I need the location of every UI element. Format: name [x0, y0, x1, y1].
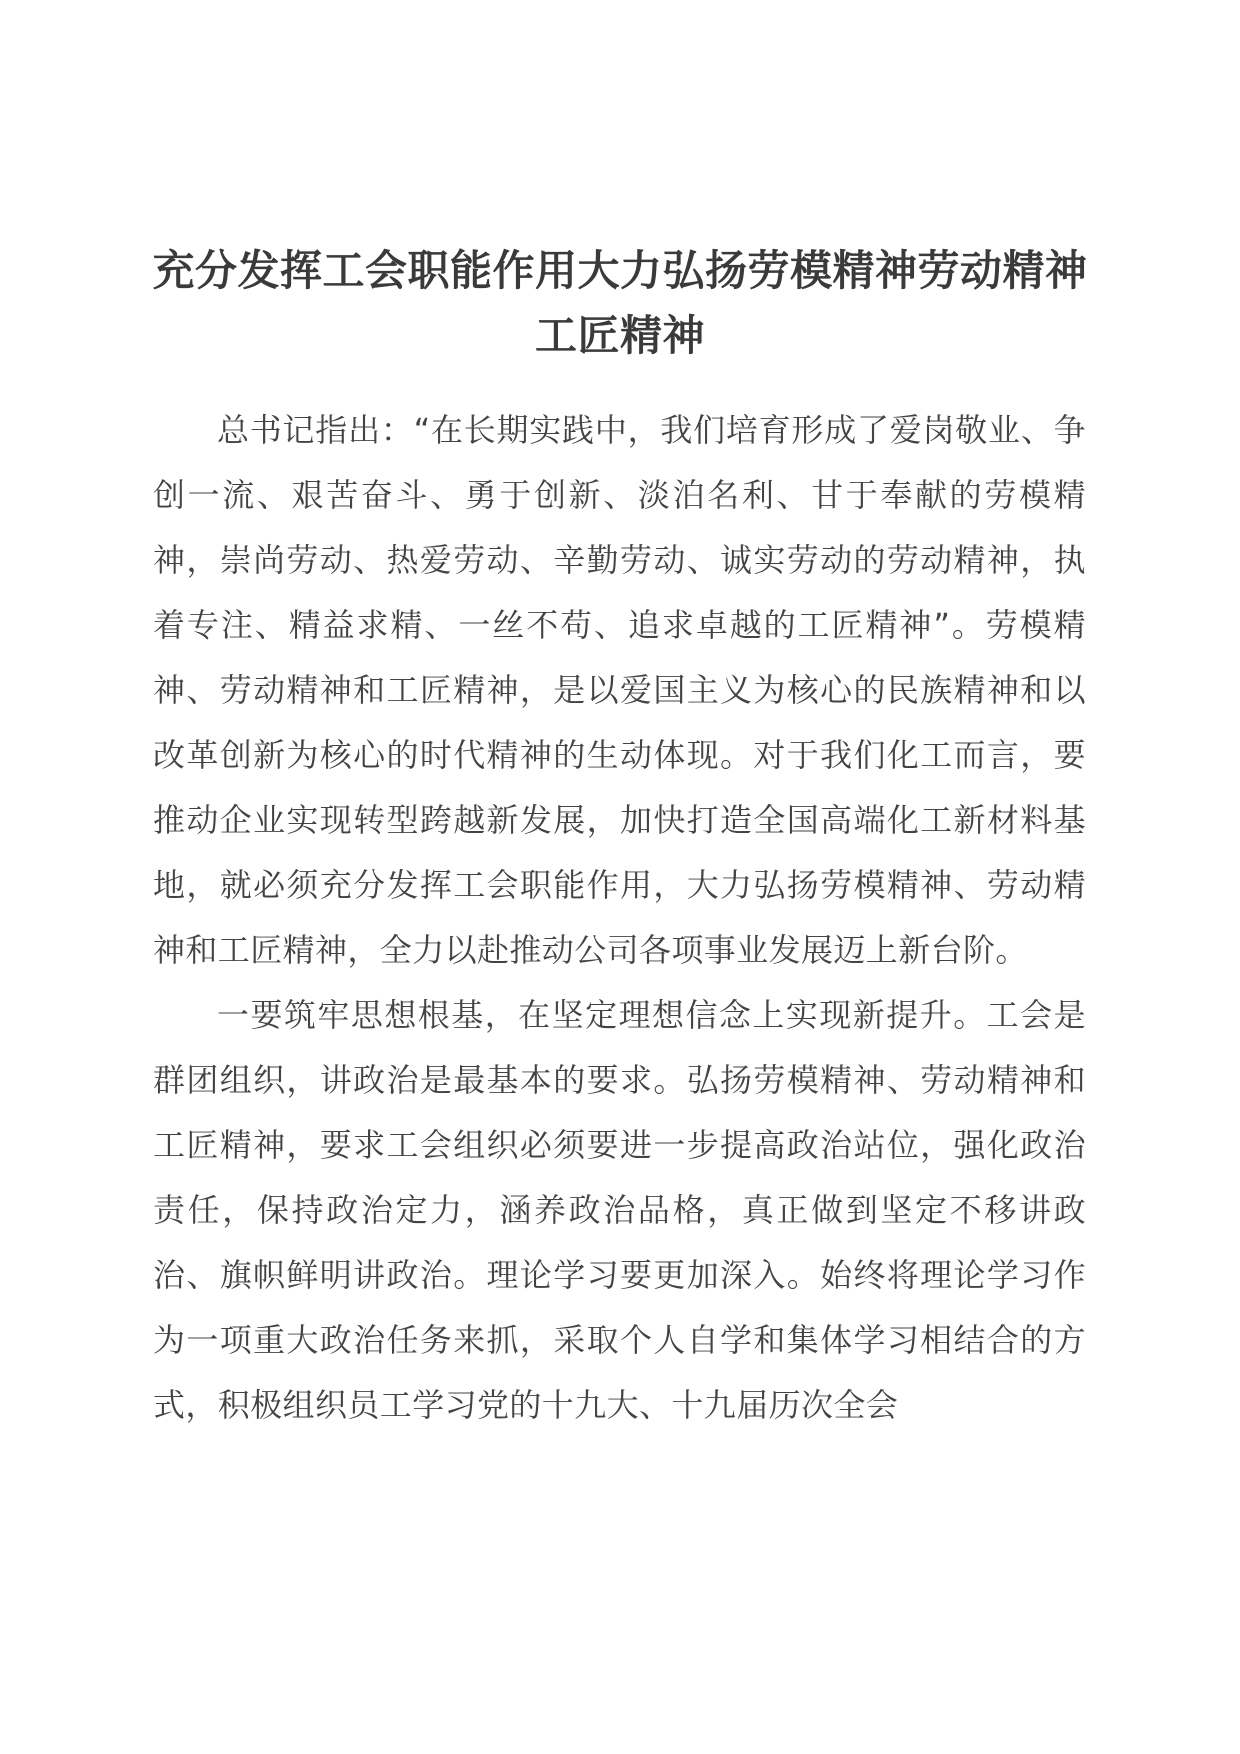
paragraph-intro: 总书记指出：“在长期实践中，我们培育形成了爱岗敬业、争创一流、艰苦奋斗、勇于创新、淡泊名利、甘于奉献的劳模精神，崇尚劳动、热爱劳动、辛勤劳动、诚实劳动的劳动精神，执着专注、精益求精、一丝不苟、追求卓越的工匠精神”。劳模精神、劳动精神和工匠精神，是以爱国主义为核心的民族精神和以改革创新为核心的时代精神的生动体现。对于我们化工而言，要推动企业实现转型跨越新发展，加快打造全国高端化工新材料基地，就必须充分发挥工会职能作用，大力弘扬劳模精神、劳动精神和工匠精神，全力以赴推动公司各项事业发展迈上新台阶。	[153, 411, 1086, 969]
document-title: 充分发挥工会职能作用大力弘扬劳模精神劳动精神工匠精神	[152, 246, 1088, 360]
document-body	[153, 398, 1086, 1438]
paragraph-point-one: 一要筑牢思想根基，在坚定理想信念上实现新提升。工会是群团组织，讲政治是最基本的要求。弘扬劳模精神、劳动精神和工匠精神，要求工会组织必须要进一步提高政治站位，强化政治责任，保持政治定力，涵养政治品格，真正做到坚定不移讲政治、旗帜鲜明讲政治。理论学习要更加深入。始终将理论学习作为一项重大政治任务来抓，采取个人自学和集体学习相结合的方式，积极组织员工学习党的十九大、十九届历次全会	[153, 996, 1086, 1424]
